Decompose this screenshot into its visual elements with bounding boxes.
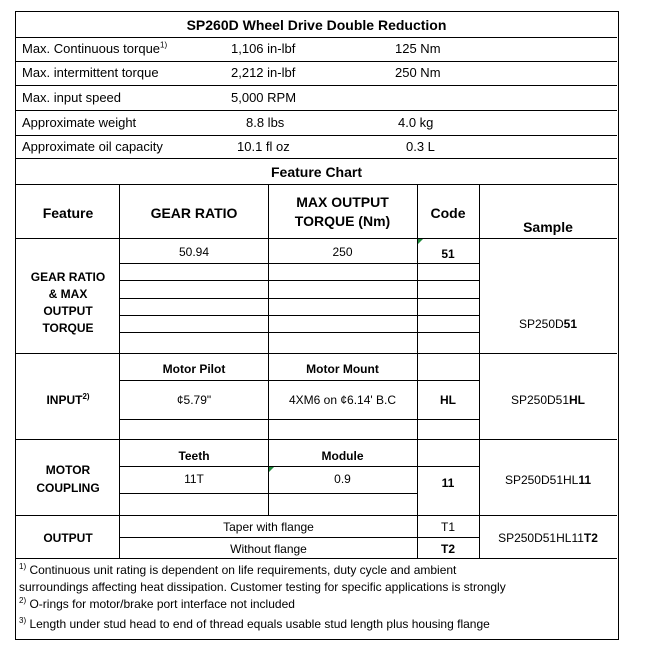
col-header-sample: Sample	[523, 219, 573, 235]
teeth-header: Teeth	[178, 449, 210, 463]
col-header-feature: Feature	[42, 205, 94, 221]
spec-value: 8.8 lbs	[246, 115, 285, 130]
spec-label: Max. intermittent torque	[22, 65, 159, 80]
code-gear: 51	[441, 247, 455, 261]
spec-value-metric: 125 Nm	[395, 41, 441, 56]
footnote: $^{2)}$ O-rings for motor/brake port interface not included	[19, 596, 295, 611]
teeth-value: 11T	[184, 472, 204, 486]
code-input: HL	[440, 393, 456, 407]
sample-input: SP250D51HL	[510, 393, 586, 407]
module-header: Module	[321, 449, 364, 463]
output-option-no-flange: Without flange	[230, 542, 307, 556]
spec-label: Max. Continuous torque$^{1)}$	[22, 40, 168, 56]
module-value: 0.9	[334, 472, 351, 486]
max-torque-value: 250	[332, 245, 353, 259]
col-header-gear-ratio: GEAR RATIO	[150, 205, 238, 221]
code-output-t2: T2	[440, 542, 455, 556]
spec-label: Max. input speed	[22, 90, 122, 105]
sample-coupling: SP250D51HL11	[504, 473, 592, 487]
feature-label-output: OUTPUT	[43, 531, 93, 545]
col-header-code: Code	[430, 205, 466, 221]
spec-value: 1,106 in-lbf	[231, 41, 296, 56]
motor-mount-header: Motor Mount	[306, 362, 379, 376]
code-coupling: 11	[441, 476, 455, 490]
page-title: SP260D Wheel Drive Double Reduction	[186, 17, 447, 33]
motor-pilot-value: ¢5.79"	[176, 393, 212, 407]
col-header-max-output: MAX OUTPUT TORQUE (Nm)	[294, 194, 391, 229]
spec-value-metric: 250 Nm	[395, 65, 441, 80]
spec-sheet	[15, 11, 619, 640]
spec-value: 10.1 fl oz	[237, 139, 290, 154]
footnote: surroundings affecting heat dissipation. Customer testing for specific applications is strongly	[19, 580, 506, 594]
feature-chart-title: Feature Chart	[270, 164, 363, 180]
spec-value: 5,000 RPM	[231, 90, 297, 105]
code-output-t1: T1	[440, 520, 455, 534]
motor-mount-value: 4XM6 on ¢6.14' B.C	[288, 393, 397, 407]
spec-value-metric: 4.0 kg	[398, 115, 434, 130]
feature-label-gear: GEAR RATIO & MAX OUTPUT TORQUE	[30, 270, 106, 335]
cell-marker	[418, 239, 423, 244]
motor-pilot-header: Motor Pilot	[162, 362, 226, 376]
footnote: $^{1)}$ Continuous unit rating is dependent on life requirements, duty cycle and ambient	[19, 562, 457, 577]
footnote: $^{3)}$ Length under stud head to end of thread equals usable stud length plus housing flange	[19, 616, 490, 631]
spec-label: Approximate weight	[22, 115, 137, 130]
gear-ratio-value: 50.94	[178, 245, 210, 259]
feature-label-coupling: MOTOR COUPLING	[36, 463, 100, 495]
sample-gear: SP250D51	[518, 317, 578, 331]
spec-value: 2,212 in-lbf	[231, 65, 296, 80]
spec-label: Approximate oil capacity	[22, 139, 163, 154]
sample-output: SP250D51HL11T2	[498, 531, 598, 545]
feature-label-input: INPUT$^{2)}$	[46, 392, 90, 407]
spec-value-metric: 0.3 L	[406, 139, 435, 154]
output-option-taper: Taper with flange	[223, 520, 314, 534]
